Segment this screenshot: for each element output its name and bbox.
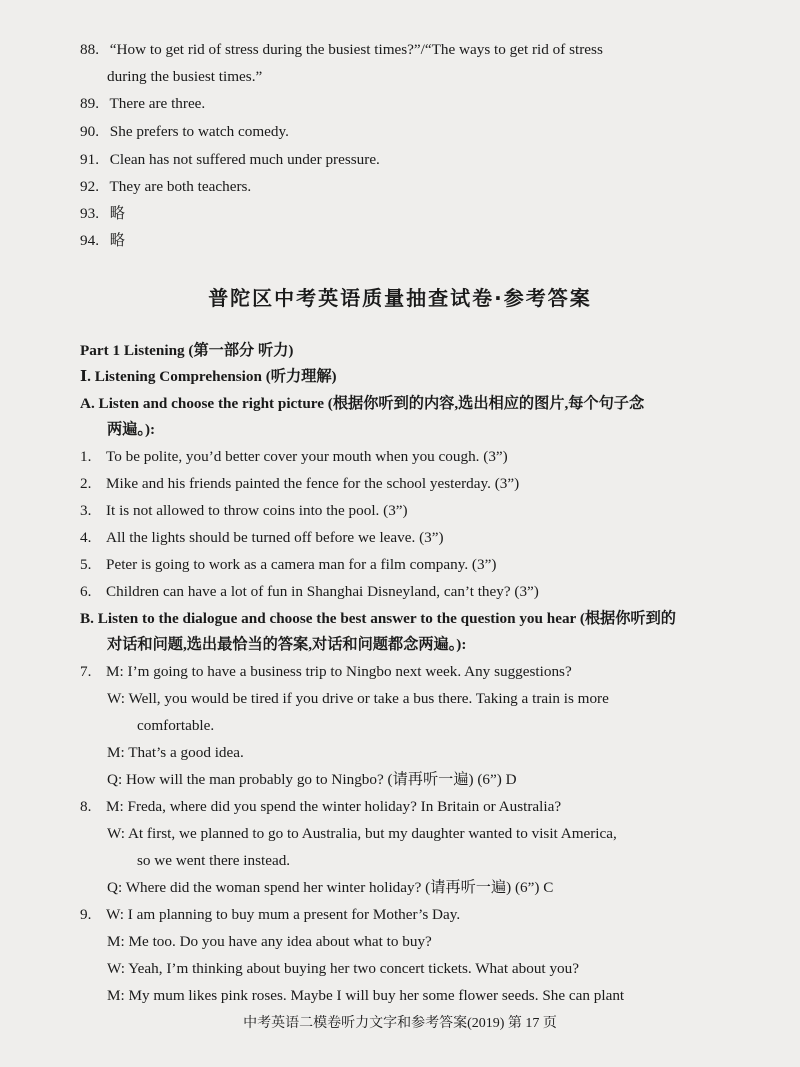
item-3: 3. It is not allowed to throw coins into the pool. (3”) <box>80 502 408 519</box>
dialogue-7-line-3: M: That’s a good idea. <box>107 744 244 761</box>
section-a-instructions-continued: 两遍。): <box>107 421 156 438</box>
dialogue-8-line-2-continued: so we went there instead. <box>137 852 291 869</box>
listening-comprehension-heading: Ⅰ. Listening Comprehension (听力理解) <box>80 368 337 385</box>
section-b-instructions: B. Listen to the dialogue and choose the best answer to the question you hear (根据你听到的 <box>80 610 676 627</box>
item-5: 5. Peter is going to work as a camera man for a film company. (3”) <box>80 556 497 573</box>
answer-93: 93. 略 <box>80 205 125 222</box>
item-6: 6. Children can have a lot of fun in Shanghai Disneyland, can’t they? (3”) <box>80 583 539 600</box>
answer-92: 92. They are both teachers. <box>80 178 252 195</box>
section-a-instructions: A. Listen and choose the right picture (根据你听到的内容,选出相应的图片,每个句子念 <box>80 395 645 412</box>
answer-89: 89. There are three. <box>80 95 206 112</box>
page-footer: 中考英语二模卷听力文字和参考答案(2019) 第 17 页 <box>243 1016 557 1031</box>
dialogue-7-line-2: W: Well, you would be tired if you drive or take a bus there. Taking a train is more <box>107 690 609 707</box>
dialogue-9-line-2: M: Me too. Do you have any idea about what to buy? <box>107 933 432 950</box>
section-title: 普陀区中考英语质量抽查试卷·参考答案 <box>208 286 592 310</box>
dialogue-7-line-2-continued: comfortable. <box>137 717 215 734</box>
dialogue-7-question: Q: How will the man probably go to Ningbo? (请再听一遍) (6”) D <box>107 771 517 788</box>
answer-88: 88. “How to get rid of stress during the busiest times?”/“The ways to get rid of stress <box>80 41 603 58</box>
dialogue-8-line-2: W: At first, we planned to go to Australia, but my daughter wanted to visit America, <box>107 825 617 842</box>
part1-heading: Part 1 Listening (第一部分 听力) <box>80 342 294 359</box>
item-1: 1. To be polite, you’d better cover your mouth when you cough. (3”) <box>80 448 508 465</box>
dialogue-9-line-4: M: My mum likes pink roses. Maybe I will buy her some flower seeds. She can plant <box>107 987 625 1004</box>
answer-88-continued: during the busiest times.” <box>107 68 263 85</box>
item-4: 4. All the lights should be turned off before we leave. (3”) <box>80 529 444 546</box>
item-2: 2. Mike and his friends painted the fence for the school yesterday. (3”) <box>80 475 520 492</box>
dialogue-8-question: Q: Where did the woman spend her winter holiday? (请再听一遍) (6”) C <box>107 879 554 896</box>
answer-90: 90. She prefers to watch comedy. <box>80 123 289 140</box>
answer-91: 91. Clean has not suffered much under pressure. <box>80 151 380 168</box>
dialogue-9-line-1: 9. W: I am planning to buy mum a present for Mother’s Day. <box>80 906 461 923</box>
dialogue-8-line-1: 8. M: Freda, where did you spend the winter holiday? In Britain or Australia? <box>80 798 562 815</box>
dialogue-7-line-1: 7. M: I’m going to have a business trip to Ningbo next week. Any suggestions? <box>80 663 572 680</box>
section-b-instructions-continued: 对话和问题,选出最恰当的答案,对话和问题都念两遍。): <box>107 636 467 653</box>
dialogue-9-line-3: W: Yeah, I’m thinking about buying her two concert tickets. What about you? <box>107 960 579 977</box>
answer-94: 94. 略 <box>80 232 125 249</box>
